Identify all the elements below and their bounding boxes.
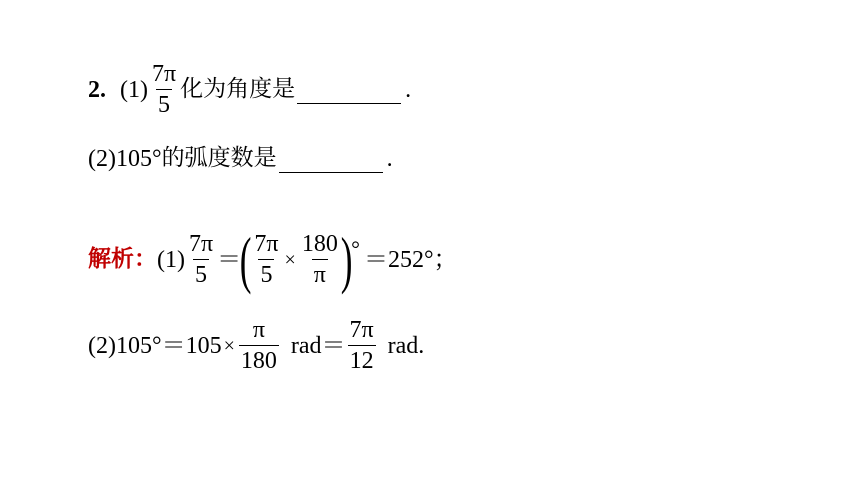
part2-prefix: (2)105°: [88, 145, 162, 172]
answer-blank-1: [297, 79, 401, 104]
fraction-7pi-over-5: [150, 62, 178, 117]
part1-end: .: [405, 76, 412, 103]
fraction-numerator: 7π: [254, 231, 279, 257]
question-line-2: [88, 146, 393, 171]
rad-end: rad.: [387, 332, 425, 359]
fraction-denominator: 5: [156, 89, 172, 117]
times-sign: ×: [284, 248, 296, 271]
solution-part1-label: (1): [157, 246, 185, 273]
solution-fraction-7pi-over-5: [187, 232, 215, 287]
degree-superscript: °: [351, 236, 360, 261]
fraction-denominator: 12: [348, 345, 376, 373]
part2-prompt: 的弧度数是: [161, 145, 277, 171]
fraction-numerator: 7π: [151, 61, 177, 87]
fraction-denominator: 5: [193, 259, 209, 287]
part1-label: (1): [120, 76, 148, 103]
right-paren: ): [340, 223, 353, 295]
left-paren: (: [239, 223, 252, 295]
equals-sign: ＝: [217, 246, 242, 273]
answer-blank-2: [279, 148, 383, 173]
fraction-numerator: 7π: [188, 231, 214, 257]
part2-end: .: [386, 145, 393, 172]
fraction-numerator: π: [252, 317, 265, 343]
solution-part1-result: ＝252°；: [363, 246, 458, 273]
question-number: 2: [88, 76, 100, 103]
fraction-denominator: 5: [258, 259, 274, 287]
inner-fraction-7pi-over-5: [252, 232, 280, 287]
part1-prompt: 化为角度是: [180, 76, 296, 102]
solution-line-1: [88, 223, 458, 295]
inner-fraction-180-over-pi: [300, 232, 340, 287]
fraction-pi-over-180: [239, 318, 279, 373]
solution-line-2: [88, 318, 424, 373]
fraction-numerator: 7π: [349, 317, 374, 343]
fraction-7pi-over-12: [348, 318, 376, 373]
fraction-denominator: 180: [239, 345, 279, 373]
solution-part2-prefix: (2)105°＝105: [88, 332, 222, 359]
fraction-numerator: 180: [301, 231, 338, 257]
question-dot: .: [100, 76, 106, 103]
solution-label: 解析：: [88, 246, 157, 272]
rad-equals: rad＝: [290, 332, 346, 359]
question-line-1: [88, 62, 411, 117]
times-sign: ×: [223, 334, 235, 357]
fraction-denominator: π: [312, 259, 328, 287]
